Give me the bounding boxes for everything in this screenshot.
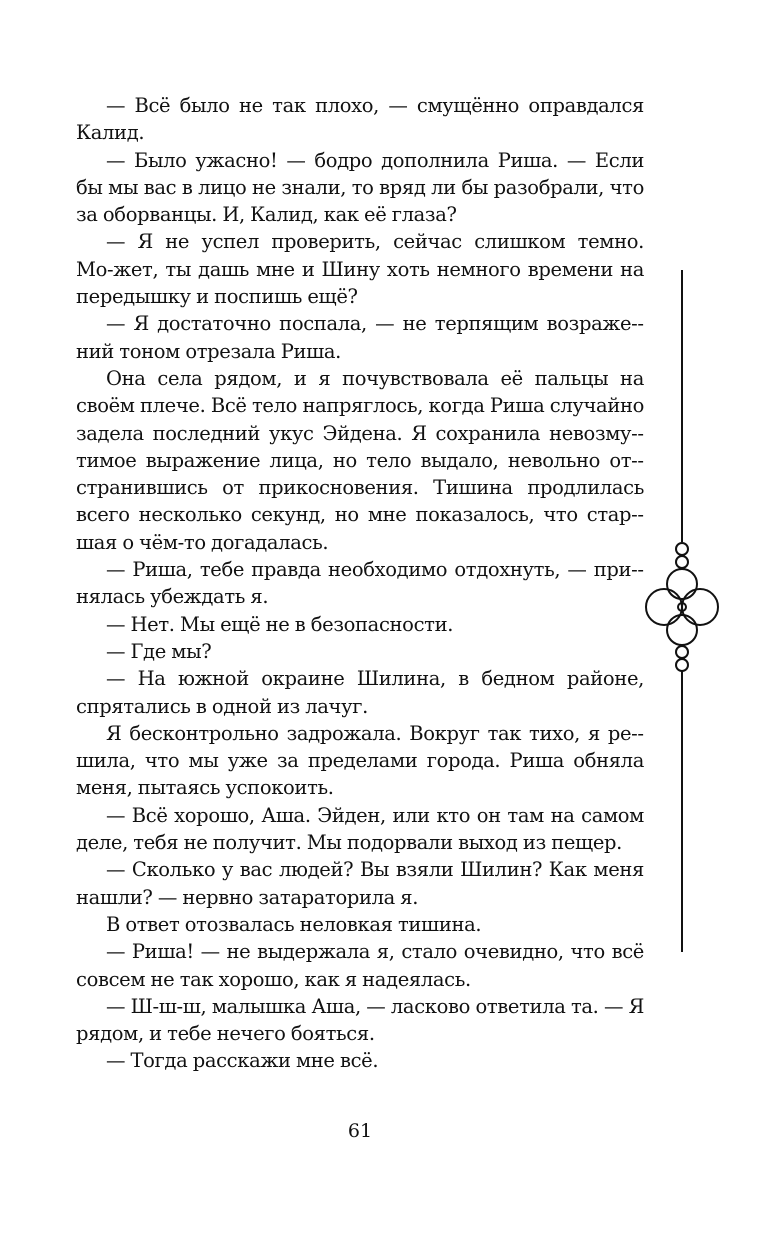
- ornament-petal-bottom: [667, 615, 697, 645]
- ornament-bead: [676, 659, 688, 671]
- ornament-petal-right: [682, 589, 718, 625]
- paragraph: — Сколько у вас людей? Вы взяли Шилин? Как меня нашли? — нервно затараторила я.: [76, 858, 644, 909]
- paragraph: — Нет. Мы ещё не в безопасности.: [106, 612, 454, 636]
- paragraph: — Тогда расскажи мне всё.: [106, 1049, 379, 1073]
- paragraph: — Я не успел проверить, сейчас слишком темно. Мо-жет, ты дашь мне и Шину хоть немного времени на передышку и поспишь ещё?: [76, 230, 644, 309]
- decorative-ornament-icon: [640, 270, 728, 960]
- paragraph: — Я достаточно поспала, — не терпящим возраже-ний тоном отрезала Риша.: [76, 312, 644, 363]
- paragraph: — Риша, тебе правда необходимо отдохнуть, — при-нялась убеждать я.: [76, 558, 644, 609]
- ornament-petal-top: [667, 569, 697, 599]
- page-text: [76, 92, 644, 1075]
- paragraph: — Риша! — не выдержала я, стало очевидно, что всё совсем не так хорошо, как я надеялась.: [76, 940, 644, 991]
- ornament-petal-left: [646, 589, 682, 625]
- paragraph: Она села рядом, и я почувствовала её пальцы на своём плече. Всё тело напряглось, когда Риша случайно задела последний укус Эйдена. Я сохранила невозму-тимое выражение лица, но тело выдало, невольно от-странившись от прикосновения. Тишина продлилась всего несколько секунд, но мне показалось, что стар-шая о чём-то догадалась.: [76, 366, 644, 554]
- paragraph: Я бесконтрольно задрожала. Вокруг так тихо, я ре-шила, что мы уже за пределами города. Риша обняла меня, пытаясь успокоить.: [76, 721, 644, 800]
- ornament-bead: [676, 543, 688, 555]
- ornament-bead: [676, 646, 688, 658]
- paragraph: — На южной окраине Шилина, в бедном районе, спрятались в одной из лачуг.: [76, 667, 644, 718]
- ornament-bead: [676, 556, 688, 568]
- paragraph: — Всё было не так плохо, — смущённо оправдался Калид.: [76, 94, 644, 145]
- paragraph: — Где мы?: [106, 639, 212, 663]
- paragraph: В ответ отозвалась неловкая тишина.: [106, 912, 482, 936]
- paragraph: — Ш-ш-ш, малышка Аша, — ласково ответила та. — Я рядом, и тебе нечего бояться.: [76, 994, 644, 1046]
- page-number: 61: [347, 1120, 373, 1142]
- paragraph: — Всё хорошо, Аша. Эйден, или кто он там на самом деле, тебя не получит. Мы подорвали выход из пещер.: [76, 803, 644, 855]
- paragraph: — Было ужасно! — бодро дополнила Риша. — Если бы мы вас в лицо не знали, то вряд ли бы разобрали, что за оборванцы. И, Калид, как её глаза?: [76, 148, 644, 227]
